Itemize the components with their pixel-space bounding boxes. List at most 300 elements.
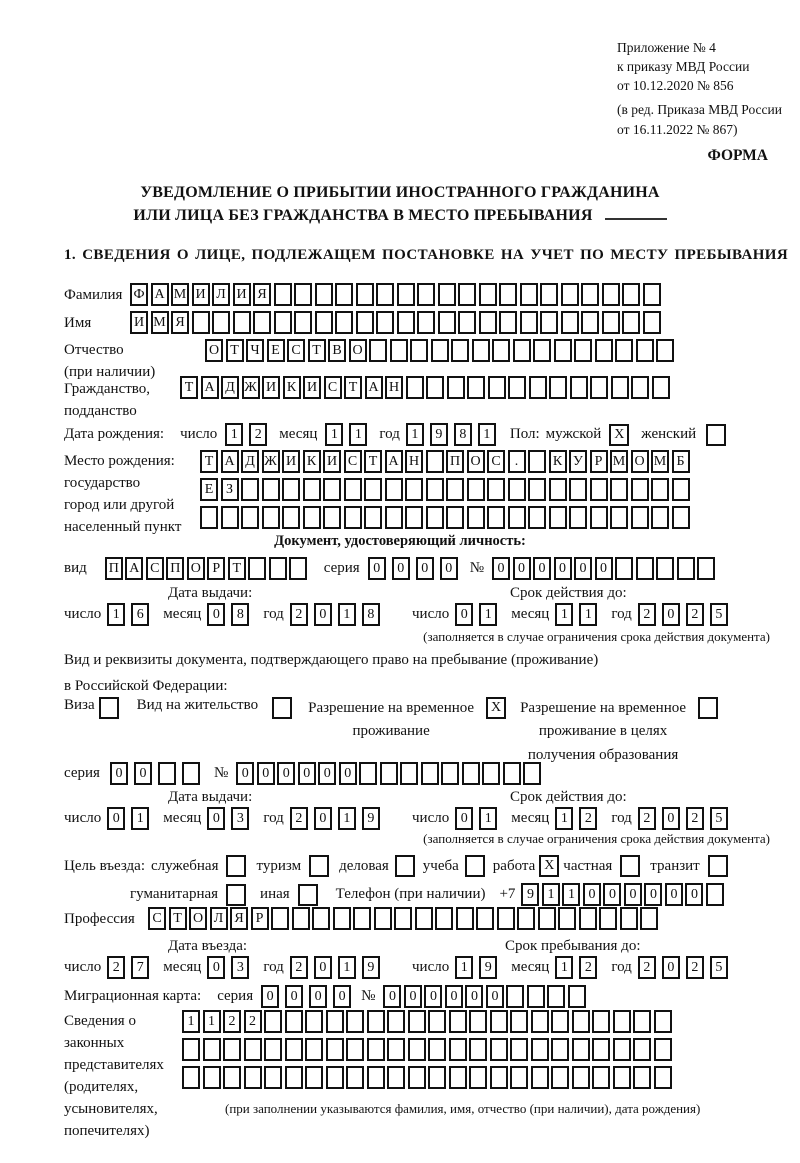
char-cell[interactable]	[572, 1066, 590, 1089]
char-cell[interactable]: 0	[583, 883, 601, 906]
char-cell[interactable]	[697, 557, 715, 580]
char-cell[interactable]	[549, 478, 567, 501]
char-cell[interactable]: 0	[662, 956, 680, 979]
char-cell[interactable]	[490, 1038, 508, 1061]
char-cell[interactable]: 2	[638, 956, 656, 979]
char-cell[interactable]: Ж	[242, 376, 260, 399]
char-cell[interactable]	[367, 1038, 385, 1061]
char-cell[interactable]: 6	[131, 603, 149, 626]
purpose-transit-checkbox[interactable]	[708, 855, 728, 877]
char-cell[interactable]	[303, 478, 321, 501]
char-cell[interactable]: 0	[207, 807, 225, 830]
char-cell[interactable]: 0	[134, 762, 152, 785]
char-cell[interactable]	[241, 506, 259, 529]
char-cell[interactable]: Р	[251, 907, 269, 930]
char-cell[interactable]	[503, 762, 521, 785]
char-cell[interactable]	[244, 1038, 262, 1061]
char-cell[interactable]: 2	[107, 956, 125, 979]
char-cell[interactable]	[672, 478, 690, 501]
char-cell[interactable]	[387, 1066, 405, 1089]
char-cell[interactable]	[487, 478, 505, 501]
char-cell[interactable]	[285, 1066, 303, 1089]
char-cell[interactable]	[449, 1010, 467, 1033]
char-cell[interactable]: 8	[231, 603, 249, 626]
char-cell[interactable]: А	[221, 450, 239, 473]
char-cell[interactable]	[508, 506, 526, 529]
char-cell[interactable]	[292, 907, 310, 930]
char-cell[interactable]: 0	[236, 762, 254, 785]
char-cell[interactable]: П	[166, 557, 184, 580]
char-cell[interactable]: 2	[579, 807, 597, 830]
char-cell[interactable]	[438, 283, 456, 306]
char-cell[interactable]: 1	[338, 956, 356, 979]
char-cell[interactable]	[323, 506, 341, 529]
char-cell[interactable]: С	[146, 557, 164, 580]
char-cell[interactable]	[620, 907, 638, 930]
char-cell[interactable]	[335, 283, 353, 306]
char-cell[interactable]: 0	[554, 557, 572, 580]
char-cell[interactable]	[472, 339, 490, 362]
char-cell[interactable]: 0	[603, 883, 621, 906]
char-cell[interactable]: 0	[392, 557, 410, 580]
char-cell[interactable]	[595, 339, 613, 362]
char-cell[interactable]	[356, 283, 374, 306]
char-cell[interactable]	[346, 1066, 364, 1089]
char-cell[interactable]: П	[446, 450, 464, 473]
visa-checkbox[interactable]	[99, 697, 119, 719]
char-cell[interactable]	[323, 478, 341, 501]
char-cell[interactable]: С	[148, 907, 166, 930]
char-cell[interactable]	[410, 339, 428, 362]
char-cell[interactable]: 0	[298, 762, 316, 785]
char-cell[interactable]	[285, 1038, 303, 1061]
char-cell[interactable]: 1	[406, 423, 424, 446]
char-cell[interactable]	[651, 478, 669, 501]
char-cell[interactable]: 0	[662, 807, 680, 830]
char-cell[interactable]	[390, 339, 408, 362]
char-cell[interactable]	[305, 1010, 323, 1033]
char-cell[interactable]: 2	[249, 423, 267, 446]
char-cell[interactable]: 1	[579, 603, 597, 626]
char-cell[interactable]	[479, 283, 497, 306]
char-cell[interactable]: У	[569, 450, 587, 473]
char-cell[interactable]	[182, 1066, 200, 1089]
char-cell[interactable]: 1	[203, 1010, 221, 1033]
char-cell[interactable]: А	[125, 557, 143, 580]
char-cell[interactable]: 2	[686, 603, 704, 626]
char-cell[interactable]	[282, 478, 300, 501]
char-cell[interactable]	[533, 339, 551, 362]
char-cell[interactable]: 0	[285, 985, 303, 1008]
char-cell[interactable]	[182, 1038, 200, 1061]
char-cell[interactable]	[613, 1010, 631, 1033]
char-cell[interactable]	[570, 376, 588, 399]
char-cell[interactable]: Т	[308, 339, 326, 362]
char-cell[interactable]	[508, 376, 526, 399]
char-cell[interactable]	[421, 762, 439, 785]
char-cell[interactable]	[656, 339, 674, 362]
char-cell[interactable]: 1	[479, 603, 497, 626]
char-cell[interactable]: 1	[131, 807, 149, 830]
char-cell[interactable]	[610, 506, 628, 529]
purpose-other-checkbox[interactable]	[298, 884, 318, 906]
char-cell[interactable]	[569, 478, 587, 501]
female-checkbox[interactable]	[706, 424, 726, 446]
char-cell[interactable]: 8	[454, 423, 472, 446]
char-cell[interactable]	[636, 339, 654, 362]
char-cell[interactable]: 0	[314, 956, 332, 979]
char-cell[interactable]	[262, 478, 280, 501]
char-cell[interactable]	[344, 478, 362, 501]
char-cell[interactable]: 0	[465, 985, 483, 1008]
char-cell[interactable]	[428, 1010, 446, 1033]
char-cell[interactable]: 2	[244, 1010, 262, 1033]
char-cell[interactable]	[490, 1010, 508, 1033]
char-cell[interactable]	[706, 883, 724, 906]
char-cell[interactable]: 1	[542, 883, 560, 906]
char-cell[interactable]	[367, 1066, 385, 1089]
char-cell[interactable]	[244, 1066, 262, 1089]
char-cell[interactable]	[631, 478, 649, 501]
char-cell[interactable]: 1	[555, 807, 573, 830]
char-cell[interactable]: Я	[171, 311, 189, 334]
char-cell[interactable]: И	[262, 376, 280, 399]
char-cell[interactable]	[599, 907, 617, 930]
char-cell[interactable]	[305, 1038, 323, 1061]
char-cell[interactable]	[441, 762, 459, 785]
char-cell[interactable]: 0	[318, 762, 336, 785]
char-cell[interactable]: О	[189, 907, 207, 930]
char-cell[interactable]: 0	[455, 603, 473, 626]
char-cell[interactable]	[551, 1010, 569, 1033]
char-cell[interactable]	[654, 1066, 672, 1089]
char-cell[interactable]	[374, 907, 392, 930]
char-cell[interactable]: Ж	[262, 450, 280, 473]
char-cell[interactable]: Р	[207, 557, 225, 580]
char-cell[interactable]: 0	[339, 762, 357, 785]
char-cell[interactable]	[431, 339, 449, 362]
char-cell[interactable]	[447, 376, 465, 399]
char-cell[interactable]	[264, 1066, 282, 1089]
purpose-study-checkbox[interactable]	[465, 855, 485, 877]
char-cell[interactable]: 2	[638, 603, 656, 626]
char-cell[interactable]	[385, 478, 403, 501]
char-cell[interactable]	[346, 1010, 364, 1033]
char-cell[interactable]	[520, 283, 538, 306]
char-cell[interactable]	[408, 1066, 426, 1089]
char-cell[interactable]: 0	[314, 807, 332, 830]
char-cell[interactable]: П	[105, 557, 123, 580]
char-cell[interactable]	[482, 762, 500, 785]
char-cell[interactable]: 7	[131, 956, 149, 979]
char-cell[interactable]: 0	[624, 883, 642, 906]
char-cell[interactable]	[497, 907, 515, 930]
char-cell[interactable]	[513, 339, 531, 362]
char-cell[interactable]	[294, 283, 312, 306]
char-cell[interactable]	[262, 506, 280, 529]
char-cell[interactable]	[561, 311, 579, 334]
char-cell[interactable]	[528, 450, 546, 473]
char-cell[interactable]	[487, 506, 505, 529]
char-cell[interactable]	[506, 985, 524, 1008]
char-cell[interactable]	[592, 1066, 610, 1089]
char-cell[interactable]	[223, 1066, 241, 1089]
char-cell[interactable]: Б	[672, 450, 690, 473]
char-cell[interactable]	[631, 506, 649, 529]
char-cell[interactable]: С	[344, 450, 362, 473]
char-cell[interactable]: 0	[416, 557, 434, 580]
char-cell[interactable]	[590, 506, 608, 529]
char-cell[interactable]	[305, 1066, 323, 1089]
char-cell[interactable]	[385, 506, 403, 529]
char-cell[interactable]: Ф	[130, 283, 148, 306]
char-cell[interactable]: 0	[665, 883, 683, 906]
char-cell[interactable]	[326, 1010, 344, 1033]
purpose-tourism-checkbox[interactable]	[309, 855, 329, 877]
char-cell[interactable]	[221, 506, 239, 529]
char-cell[interactable]	[622, 283, 640, 306]
char-cell[interactable]	[479, 311, 497, 334]
char-cell[interactable]	[212, 311, 230, 334]
char-cell[interactable]	[633, 1066, 651, 1089]
char-cell[interactable]	[538, 907, 556, 930]
purpose-humanitarian-checkbox[interactable]	[226, 884, 246, 906]
char-cell[interactable]	[492, 339, 510, 362]
char-cell[interactable]	[417, 283, 435, 306]
char-cell[interactable]: М	[151, 311, 169, 334]
char-cell[interactable]	[551, 1066, 569, 1089]
char-cell[interactable]	[369, 339, 387, 362]
char-cell[interactable]: 0	[445, 985, 463, 1008]
char-cell[interactable]	[346, 1038, 364, 1061]
char-cell[interactable]	[549, 376, 567, 399]
char-cell[interactable]	[488, 376, 506, 399]
char-cell[interactable]	[643, 283, 661, 306]
char-cell[interactable]	[527, 985, 545, 1008]
char-cell[interactable]: И	[303, 376, 321, 399]
purpose-business-checkbox[interactable]	[226, 855, 246, 877]
char-cell[interactable]: О	[187, 557, 205, 580]
char-cell[interactable]	[592, 1038, 610, 1061]
char-cell[interactable]	[192, 311, 210, 334]
char-cell[interactable]	[499, 283, 517, 306]
char-cell[interactable]	[640, 907, 658, 930]
char-cell[interactable]	[438, 311, 456, 334]
char-cell[interactable]	[408, 1010, 426, 1033]
temp-permit-checkbox[interactable]: X	[486, 697, 506, 719]
char-cell[interactable]: Д	[241, 450, 259, 473]
char-cell[interactable]: 2	[223, 1010, 241, 1033]
char-cell[interactable]	[590, 478, 608, 501]
char-cell[interactable]	[451, 339, 469, 362]
char-cell[interactable]	[517, 907, 535, 930]
char-cell[interactable]: Т	[226, 339, 244, 362]
char-cell[interactable]: 0	[492, 557, 510, 580]
char-cell[interactable]	[376, 311, 394, 334]
char-cell[interactable]: А	[201, 376, 219, 399]
char-cell[interactable]: 0	[207, 603, 225, 626]
char-cell[interactable]: 1	[182, 1010, 200, 1033]
char-cell[interactable]	[203, 1038, 221, 1061]
char-cell[interactable]	[554, 339, 572, 362]
char-cell[interactable]	[631, 376, 649, 399]
char-cell[interactable]	[449, 1038, 467, 1061]
char-cell[interactable]: 9	[430, 423, 448, 446]
char-cell[interactable]	[241, 478, 259, 501]
char-cell[interactable]	[397, 311, 415, 334]
char-cell[interactable]	[561, 283, 579, 306]
char-cell[interactable]	[335, 311, 353, 334]
char-cell[interactable]	[376, 283, 394, 306]
char-cell[interactable]	[528, 478, 546, 501]
char-cell[interactable]	[579, 907, 597, 930]
char-cell[interactable]: 0	[257, 762, 275, 785]
char-cell[interactable]: 9	[362, 956, 380, 979]
char-cell[interactable]: 0	[513, 557, 531, 580]
char-cell[interactable]	[510, 1038, 528, 1061]
char-cell[interactable]	[581, 283, 599, 306]
char-cell[interactable]	[417, 311, 435, 334]
char-cell[interactable]: 0	[685, 883, 703, 906]
char-cell[interactable]: И	[130, 311, 148, 334]
char-cell[interactable]	[405, 506, 423, 529]
char-cell[interactable]	[462, 762, 480, 785]
char-cell[interactable]	[380, 762, 398, 785]
char-cell[interactable]: З	[221, 478, 239, 501]
char-cell[interactable]	[456, 907, 474, 930]
purpose-work-checkbox[interactable]: X	[539, 855, 559, 877]
char-cell[interactable]: 1	[555, 956, 573, 979]
char-cell[interactable]	[549, 506, 567, 529]
char-cell[interactable]: 1	[325, 423, 343, 446]
char-cell[interactable]	[469, 1010, 487, 1033]
char-cell[interactable]	[400, 762, 418, 785]
char-cell[interactable]	[547, 985, 565, 1008]
char-cell[interactable]	[289, 557, 307, 580]
char-cell[interactable]	[510, 1066, 528, 1089]
char-cell[interactable]: Ч	[246, 339, 264, 362]
char-cell[interactable]	[531, 1066, 549, 1089]
char-cell[interactable]	[510, 1010, 528, 1033]
char-cell[interactable]: 9	[479, 956, 497, 979]
char-cell[interactable]: 2	[686, 956, 704, 979]
char-cell[interactable]: 0	[207, 956, 225, 979]
char-cell[interactable]: А	[151, 283, 169, 306]
char-cell[interactable]: Д	[221, 376, 239, 399]
char-cell[interactable]	[531, 1010, 549, 1033]
char-cell[interactable]: 5	[710, 807, 728, 830]
char-cell[interactable]	[405, 478, 423, 501]
char-cell[interactable]: 9	[521, 883, 539, 906]
char-cell[interactable]	[590, 376, 608, 399]
char-cell[interactable]	[233, 311, 251, 334]
char-cell[interactable]	[326, 1038, 344, 1061]
char-cell[interactable]: 1	[455, 956, 473, 979]
char-cell[interactable]: С	[324, 376, 342, 399]
char-cell[interactable]	[551, 1038, 569, 1061]
char-cell[interactable]	[508, 478, 526, 501]
char-cell[interactable]: М	[171, 283, 189, 306]
char-cell[interactable]: 0	[314, 603, 332, 626]
char-cell[interactable]: Л	[210, 907, 228, 930]
char-cell[interactable]	[428, 1066, 446, 1089]
char-cell[interactable]	[467, 506, 485, 529]
char-cell[interactable]	[467, 478, 485, 501]
char-cell[interactable]	[344, 506, 362, 529]
char-cell[interactable]: 1	[479, 807, 497, 830]
char-cell[interactable]: 8	[362, 603, 380, 626]
char-cell[interactable]	[269, 557, 287, 580]
char-cell[interactable]	[499, 311, 517, 334]
char-cell[interactable]: Е	[200, 478, 218, 501]
char-cell[interactable]: 2	[579, 956, 597, 979]
char-cell[interactable]: А	[385, 450, 403, 473]
char-cell[interactable]: 0	[309, 985, 327, 1008]
char-cell[interactable]: Т	[169, 907, 187, 930]
char-cell[interactable]: К	[303, 450, 321, 473]
char-cell[interactable]	[652, 376, 670, 399]
char-cell[interactable]	[182, 762, 200, 785]
char-cell[interactable]: 0	[333, 985, 351, 1008]
char-cell[interactable]	[397, 283, 415, 306]
char-cell[interactable]	[426, 478, 444, 501]
char-cell[interactable]	[158, 762, 176, 785]
char-cell[interactable]: Я	[253, 283, 271, 306]
char-cell[interactable]	[326, 1066, 344, 1089]
char-cell[interactable]	[264, 1010, 282, 1033]
char-cell[interactable]: 0	[110, 762, 128, 785]
char-cell[interactable]	[633, 1010, 651, 1033]
char-cell[interactable]	[602, 311, 620, 334]
char-cell[interactable]	[656, 557, 674, 580]
char-cell[interactable]: И	[323, 450, 341, 473]
char-cell[interactable]: Н	[405, 450, 423, 473]
char-cell[interactable]	[469, 1066, 487, 1089]
char-cell[interactable]	[364, 478, 382, 501]
char-cell[interactable]: А	[365, 376, 383, 399]
char-cell[interactable]	[610, 478, 628, 501]
char-cell[interactable]: М	[651, 450, 669, 473]
char-cell[interactable]	[520, 311, 538, 334]
char-cell[interactable]: 1	[107, 603, 125, 626]
char-cell[interactable]	[654, 1010, 672, 1033]
char-cell[interactable]	[540, 283, 558, 306]
char-cell[interactable]	[426, 506, 444, 529]
char-cell[interactable]	[200, 506, 218, 529]
char-cell[interactable]: С	[487, 450, 505, 473]
male-checkbox[interactable]: X	[609, 424, 629, 446]
char-cell[interactable]: 2	[290, 956, 308, 979]
char-cell[interactable]: Т	[228, 557, 246, 580]
char-cell[interactable]: 0	[455, 807, 473, 830]
char-cell[interactable]	[592, 1010, 610, 1033]
char-cell[interactable]	[387, 1010, 405, 1033]
char-cell[interactable]: 1	[478, 423, 496, 446]
char-cell[interactable]: 0	[644, 883, 662, 906]
char-cell[interactable]: 5	[710, 603, 728, 626]
char-cell[interactable]	[528, 506, 546, 529]
char-cell[interactable]	[356, 311, 374, 334]
char-cell[interactable]	[315, 283, 333, 306]
char-cell[interactable]	[364, 506, 382, 529]
char-cell[interactable]	[613, 1038, 631, 1061]
char-cell[interactable]: И	[233, 283, 251, 306]
char-cell[interactable]	[581, 311, 599, 334]
char-cell[interactable]: 5	[710, 956, 728, 979]
char-cell[interactable]	[615, 557, 633, 580]
char-cell[interactable]: 0	[574, 557, 592, 580]
char-cell[interactable]: Л	[212, 283, 230, 306]
